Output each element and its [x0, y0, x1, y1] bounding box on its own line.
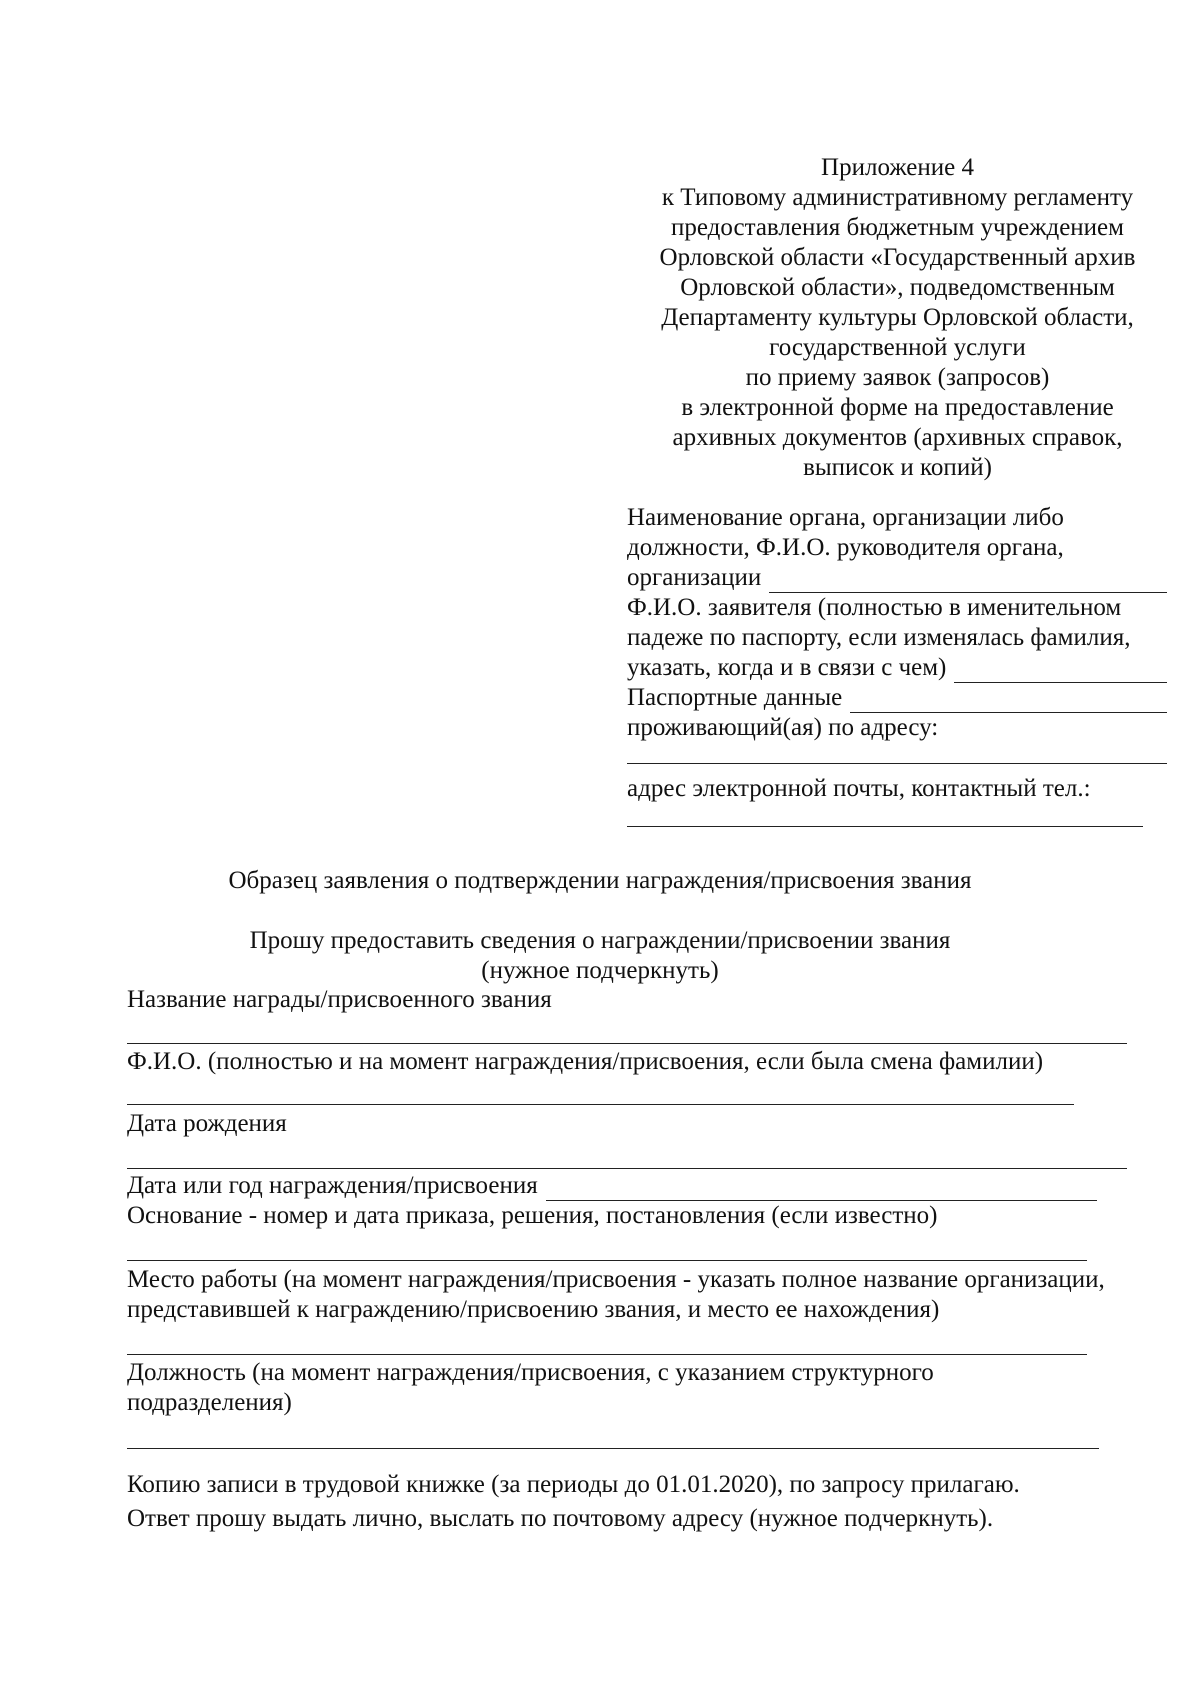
appendix-line: предоставления бюджетным учреждением [671, 214, 1124, 241]
applicant-label: Ф.И.О. заявителя (полностью в именительном [627, 594, 1122, 621]
birth-date-label: Дата рождения [127, 1110, 287, 1137]
request-text [0, 926, 1200, 986]
appendix-line: Орловской области», подведомственным [680, 274, 1115, 301]
contacts-label: адрес электронной почты, контактный тел.: [627, 775, 1091, 802]
award-date-blank-line[interactable] [546, 1179, 1097, 1201]
applicant-label: падеже по паспорту, если изменялась фамилия, [627, 624, 1131, 651]
appendix-line: к Типовому административному регламенту [661, 184, 1134, 211]
passport-field-row [627, 683, 1167, 713]
appendix-line: Орловской области «Государственный архив [659, 244, 1136, 271]
organ-label: должности, Ф.И.О. руководителя органа, [627, 534, 1064, 561]
appendix-line: Департаменту культуры Орловской области, [661, 304, 1134, 331]
appendix-line: по приему заявок (запросов) [745, 364, 1050, 391]
organ-field-row [627, 563, 1167, 593]
applicant-blank-line[interactable] [954, 661, 1167, 683]
closing-line: Ответ прошу выдать лично, выслать по почтовому адресу (нужное подчеркнуть). [127, 1505, 994, 1532]
request-line: Прошу предоставить сведения о награждении/присвоении звания [249, 927, 951, 954]
closing-text [127, 1468, 1172, 1536]
workplace-label: представившей к награждению/присвоению звания, и место ее нахождения) [127, 1296, 940, 1323]
addressee-fields [627, 503, 1167, 827]
basis-label: Основание - номер и дата приказа, решения, постановления (если известно) [127, 1202, 938, 1229]
workplace-label: Место работы (на момент награждения/присвоения - указать полное название организации, [127, 1266, 1105, 1293]
appendix-line: в электронной форме на предоставление [681, 394, 1114, 421]
award-date-row [127, 1171, 1097, 1201]
basis-blank-line[interactable] [127, 1260, 1087, 1261]
sample-title: Образец заявления о подтверждении награждения/присвоения звания [228, 867, 972, 894]
passport-blank-line[interactable] [850, 691, 1167, 713]
fio-label: Ф.И.О. (полностью и на момент награждения/присвоения, если была смена фамилии) [127, 1048, 1044, 1075]
applicant-label: указать, когда и в связи с чем) [627, 654, 947, 681]
passport-label: Паспортные данные [627, 684, 843, 711]
position-label: подразделения) [127, 1389, 292, 1416]
applicant-field-row [627, 653, 1167, 683]
appendix-header [645, 153, 1150, 483]
award-name-blank-line[interactable] [127, 1043, 1127, 1044]
organ-label: Наименование органа, организации либо [627, 504, 1064, 531]
fio-blank-line[interactable] [127, 1104, 1074, 1105]
closing-line: Копию записи в трудовой книжке (за периоды до 01.01.2020), по запросу прилагаю. [127, 1471, 1020, 1498]
appendix-line: Приложение 4 [821, 154, 974, 181]
organ-blank-line[interactable] [769, 571, 1167, 593]
request-hint: (нужное подчеркнуть) [481, 957, 719, 984]
award-date-label: Дата или год награждения/присвоения [127, 1172, 538, 1199]
position-label: Должность (на момент награждения/присвоения, с указанием структурного [127, 1359, 934, 1386]
award-name-label: Название награды/присвоенного звания [127, 986, 552, 1013]
contacts-blank-line[interactable] [627, 804, 1143, 827]
organ-label: организации [627, 564, 762, 591]
address-label: проживающий(ая) по адресу: [627, 714, 939, 741]
appendix-line: выписок и копий) [803, 454, 992, 481]
address-blank-line[interactable] [627, 743, 1167, 764]
application-form [127, 985, 1172, 1449]
workplace-blank-line[interactable] [127, 1354, 1087, 1355]
position-blank-line[interactable] [127, 1448, 1099, 1449]
appendix-line: государственной услуги [769, 334, 1026, 361]
birth-date-blank-line[interactable] [127, 1168, 1127, 1169]
appendix-line: архивных документов (архивных справок, [672, 424, 1123, 451]
